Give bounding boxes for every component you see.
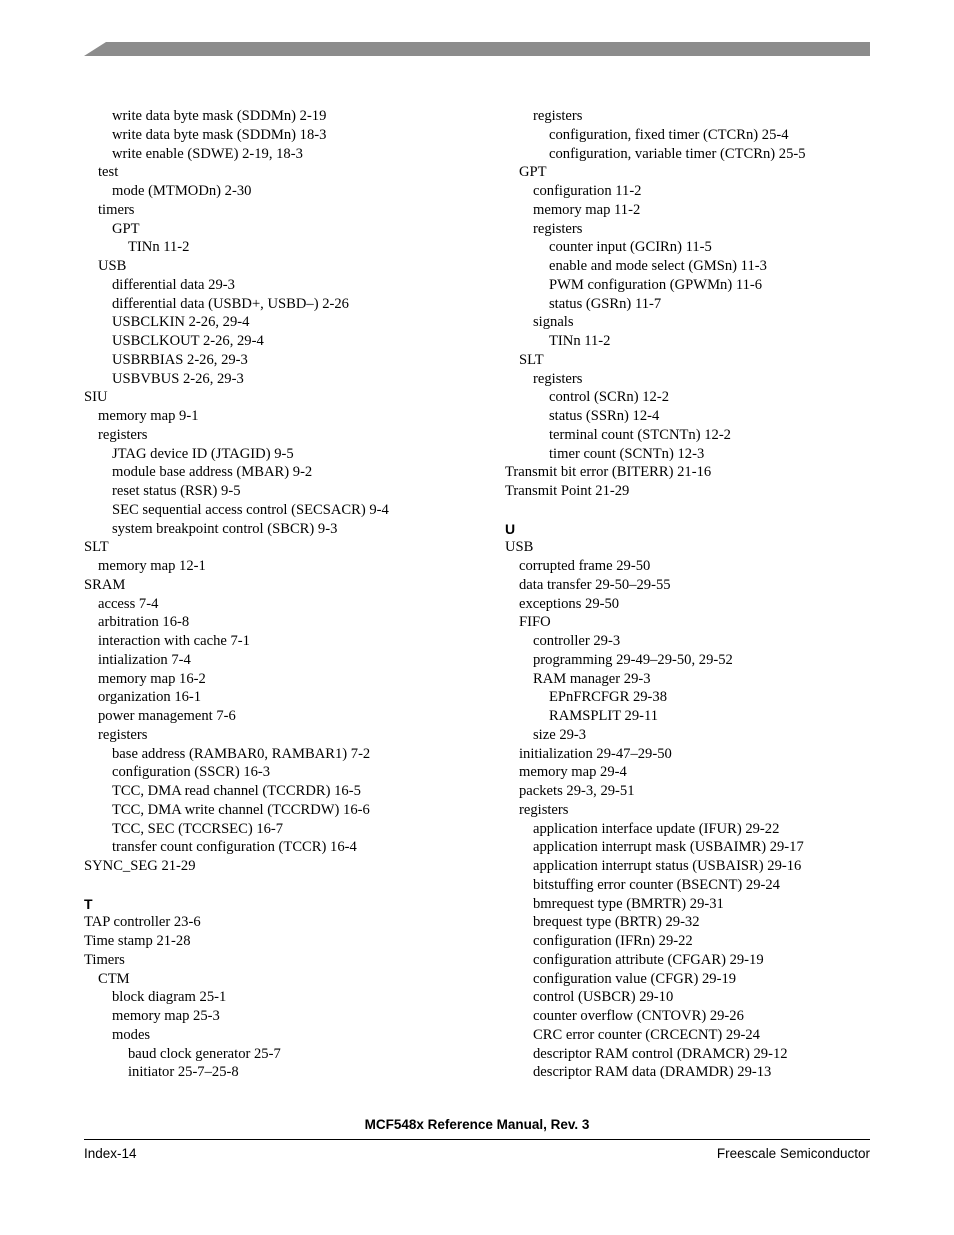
index-entry: descriptor RAM data (DRAMDR) 29-13 xyxy=(533,1064,772,1081)
index-entry: memory map 9-1 xyxy=(98,408,199,424)
index-entry: status (GSRn) 11-7 xyxy=(549,295,662,312)
index-entry: application interrupt status (USBAISR) 29-16 xyxy=(533,858,802,874)
index-entry: USB xyxy=(505,539,534,556)
index-entry: timers xyxy=(98,201,135,218)
section-heading: T xyxy=(84,895,93,912)
index-entry: TAP controller 23-6 xyxy=(84,914,201,931)
index-entry: GPT xyxy=(112,220,140,237)
section-heading: U xyxy=(505,520,516,537)
index-entry: TCC, SEC (TCCRSEC) 16-7 xyxy=(112,820,284,837)
index-entry: corrupted frame 29-50 xyxy=(519,558,651,574)
index-entry: JTAG device ID (JTAGID) 9-5 xyxy=(112,445,294,462)
index-entry: application interrupt mask (USBAIMR) 29-17 xyxy=(533,839,804,856)
index-entry: TINn 11-2 xyxy=(128,239,190,256)
index-entry: transfer count configuration (TCCR) 16-4 xyxy=(112,839,357,856)
index-entry: configuration 11-2 xyxy=(533,183,642,199)
index-entry: access 7-4 xyxy=(98,595,159,612)
index-entry: Timers xyxy=(84,951,125,968)
index-entry: baud clock generator 25-7 xyxy=(128,1045,281,1062)
footer-rule xyxy=(84,1139,870,1140)
index-entry: enable and mode select (GMSn) 11-3 xyxy=(549,258,767,274)
index-entry: registers xyxy=(519,801,569,818)
index-entry: EPnFRCFGR 29-38 xyxy=(549,689,667,706)
index-entry: programming 29-49–29-50, 29-52 xyxy=(533,651,733,668)
index-entry: organization 16-1 xyxy=(98,689,202,706)
index-entry: TINn 11-2 xyxy=(549,333,611,349)
index-entry: memory map 11-2 xyxy=(533,201,641,218)
index-entry: test xyxy=(98,164,119,181)
index-entry: controller 29-3 xyxy=(533,633,621,649)
index-entry: GPT xyxy=(519,164,547,181)
index-entry: timer count (SCNTn) 12-3 xyxy=(549,445,705,462)
index-entry: mode (MTMODn) 2-30 xyxy=(112,183,252,199)
index-entry: intialization 7-4 xyxy=(98,651,191,668)
footer-page-number: Index-14 xyxy=(84,1146,137,1161)
index-entry: memory map 16-2 xyxy=(98,670,206,687)
index-entry: application interface update (IFUR) 29-22 xyxy=(533,820,780,837)
index-entry: configuration (IFRn) 29-22 xyxy=(533,933,693,949)
index-entry: terminal count (STCNTn) 12-2 xyxy=(549,426,731,443)
header-bar xyxy=(84,42,870,56)
index-entry: USB xyxy=(98,258,127,274)
index-entry: SYNC_SEG 21-29 xyxy=(84,858,196,874)
index-entry: control (SCRn) 12-2 xyxy=(549,389,669,406)
index-entry: descriptor RAM control (DRAMCR) 29-12 xyxy=(533,1045,788,1062)
index-entry: USBCLKOUT 2-26, 29-4 xyxy=(112,333,264,349)
index-entry: differential data 29-3 xyxy=(112,276,235,293)
index-entry: write enable (SDWE) 2-19, 18-3 xyxy=(112,145,303,162)
index-entry: configuration attribute (CFGAR) 29-19 xyxy=(533,951,764,968)
footer-company: Freescale Semiconductor xyxy=(716,1146,870,1161)
index-entry: RAM manager 29-3 xyxy=(533,670,651,687)
index-entry: interaction with cache 7-1 xyxy=(98,633,250,649)
index-column-right xyxy=(505,107,870,1082)
index-entry: TCC, DMA write channel (TCCRDW) 16-6 xyxy=(112,801,370,818)
index-entry: arbitration 16-8 xyxy=(98,614,190,631)
index-entry: FIFO xyxy=(519,614,551,631)
index-entry: USBCLKIN 2-26, 29-4 xyxy=(112,314,250,331)
index-entry: memory map 12-1 xyxy=(98,558,206,574)
index-column-left xyxy=(84,107,484,1082)
index-entry: SEC sequential access control (SECSACR) 9-4 xyxy=(112,501,389,518)
index-entry: size 29-3 xyxy=(533,726,587,743)
index-entry: configuration (SSCR) 16-3 xyxy=(112,764,271,781)
index-entry: Time stamp 21-28 xyxy=(84,933,191,949)
index-entry: CTM xyxy=(98,970,130,987)
index-entry: PWM configuration (GPWMn) 11-6 xyxy=(549,276,763,293)
index-entry: memory map 25-3 xyxy=(112,1008,220,1024)
index-entry: reset status (RSR) 9-5 xyxy=(112,483,241,499)
index-entry: modes xyxy=(112,1026,151,1043)
index-entry: configuration, fixed timer (CTCRn) 25-4 xyxy=(549,126,789,143)
index-entry: brequest type (BRTR) 29-32 xyxy=(533,914,700,931)
index-entry: TCC, DMA read channel (TCCRDR) 16-5 xyxy=(112,783,361,799)
index-entry: power management 7-6 xyxy=(98,708,236,724)
index-entry: SIU xyxy=(84,389,108,406)
index-entry: registers xyxy=(533,108,583,124)
index-entry: base address (RAMBAR0, RAMBAR1) 7-2 xyxy=(112,745,371,762)
index-entry: registers xyxy=(98,726,148,743)
index-entry: Transmit bit error (BITERR) 21-16 xyxy=(505,464,712,481)
index-entry: data transfer 29-50–29-55 xyxy=(519,576,671,593)
index-entry: configuration, variable timer (CTCRn) 25-5 xyxy=(549,145,806,162)
index-entry: Transmit Point 21-29 xyxy=(505,483,630,499)
index-entry: module base address (MBAR) 9-2 xyxy=(112,464,313,481)
index-entry: SLT xyxy=(519,351,544,368)
index-entry: counter overflow (CNTOVR) 29-26 xyxy=(533,1008,744,1024)
index-entry: differential data (USBD+, USBD–) 2-26 xyxy=(112,295,349,312)
index-entry: initiator 25-7–25-8 xyxy=(128,1064,239,1081)
index-entry: initialization 29-47–29-50 xyxy=(519,745,672,762)
index-entry: bitstuffing error counter (BSECNT) 29-24 xyxy=(533,876,780,893)
index-entry: registers xyxy=(533,220,583,237)
index-entry: bmrequest type (BMRTR) 29-31 xyxy=(533,895,724,912)
index-entry: write data byte mask (SDDMn) 18-3 xyxy=(112,126,327,143)
index-entry: control (USBCR) 29-10 xyxy=(533,989,674,1006)
index-entry: block diagram 25-1 xyxy=(112,989,227,1006)
index-entry: system breakpoint control (SBCR) 9-3 xyxy=(112,520,338,537)
index-entry: SLT xyxy=(84,539,109,556)
index-entry: memory map 29-4 xyxy=(519,764,627,781)
footer-title: MCF548x Reference Manual, Rev. 3 xyxy=(364,1117,590,1132)
index-entry: registers xyxy=(533,370,583,387)
index-entry: status (SSRn) 12-4 xyxy=(549,408,660,424)
index-entry: SRAM xyxy=(84,576,126,593)
index-entry: counter input (GCIRn) 11-5 xyxy=(549,239,712,256)
index-entry: exceptions 29-50 xyxy=(519,595,620,612)
index-entry: configuration value (CFGR) 29-19 xyxy=(533,970,737,987)
index-entry: CRC error counter (CRCECNT) 29-24 xyxy=(533,1026,760,1043)
index-entry: RAMSPLIT 29-11 xyxy=(549,708,659,724)
index-entry: USBRBIAS 2-26, 29-3 xyxy=(112,351,248,368)
index-entry: signals xyxy=(533,314,574,331)
index-entry: registers xyxy=(98,426,148,443)
index-entry: USBVBUS 2-26, 29-3 xyxy=(112,370,244,387)
index-entry: packets 29-3, 29-51 xyxy=(519,783,635,799)
index-entry: write data byte mask (SDDMn) 2-19 xyxy=(112,108,327,124)
